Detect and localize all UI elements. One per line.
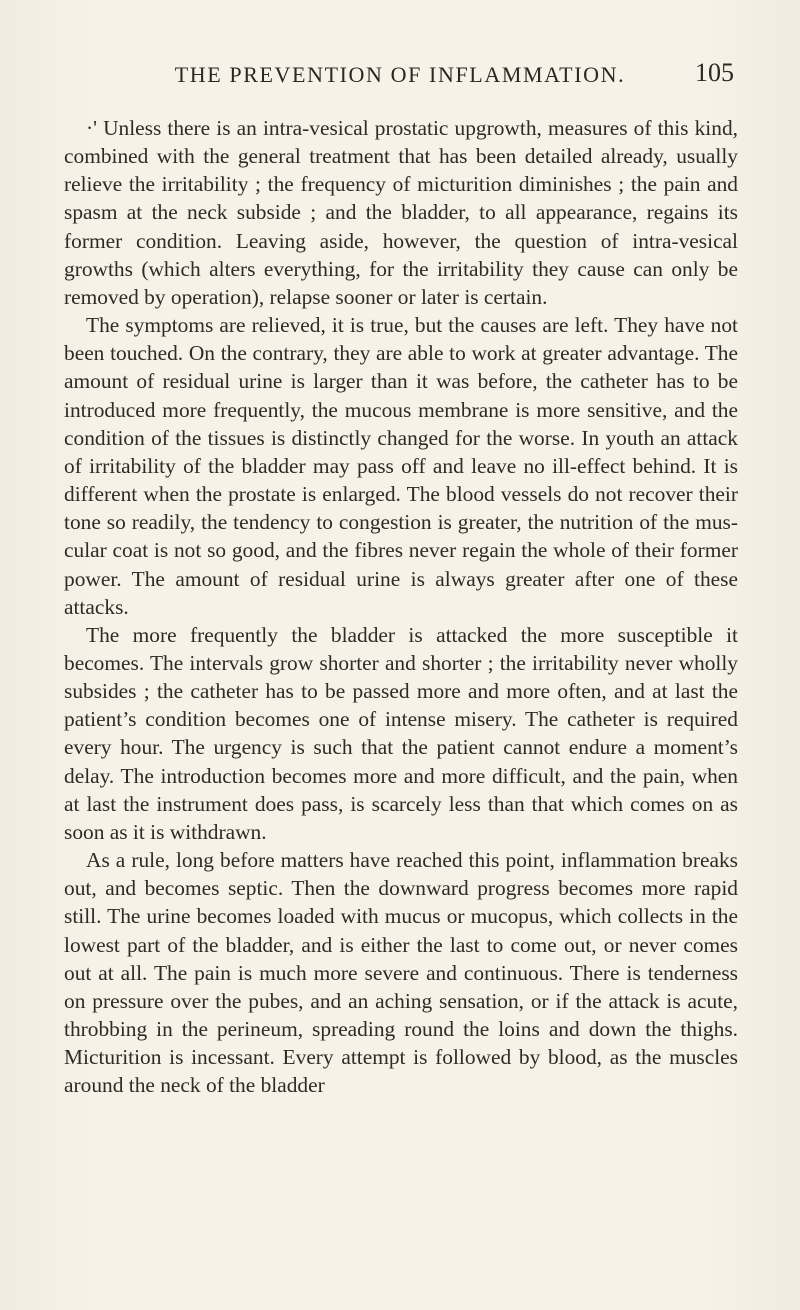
paragraph: The symptoms are relieved, it is true, but the causes are left. They have not been touched. On the contrary, they are able to work at greater advantage. The amount of residual urine is larger than it was before, the catheter has to be introduced more frequently, the mucous membrane is more sensitive, and the condition of the tissues is distinctly changed for the worse. In youth an attack of irritability of the bladder may pass off and leave no ill-effect behind. It is different when the prostate is enlarged. The blood vessels do not recover their tone so readily, the tendency to congestion is greater, the nutrition of the muscular coat is not so good, and the fibres never regain the whole of their former power. The amount of residual urine is always greater after one of these attacks. bbox=[64, 313, 738, 619]
body-text bbox=[64, 114, 738, 1099]
paragraph: The more frequently the bladder is attacked the more susceptible it becomes. The intervals grow shorter and shorter ; the irritability never wholly subsides ; the catheter has to be passed more and more often, and at last the patient’s condition becomes one of intense misery. The catheter is required every hour. The urgency is such that the patient cannot endure a moment’s delay. The introduction becomes more and more difficult, and the pain, when at last the instrument does pass, is scarcely less than that which comes on as soon as it is withdrawn. bbox=[64, 622, 738, 844]
paragraph: ·' Unless there is an intra-vesical prostatic upgrowth, measures of this kind, combined with the general treatment that has been detailed already, usually relieve the irritability ; the frequency of micturition diminishes ; the pain and spasm at the neck subside ; and the bladder, to all appearance, regains its former condition. Leaving aside, however, the question of intra-vesical growths (which alters everything, for the irritability they cause can only be removed by operation), relapse sooner or later is certain. bbox=[64, 116, 738, 309]
running-title: THE PREVENTION OF INFLAMMATION. bbox=[174, 62, 626, 87]
running-header bbox=[0, 58, 800, 98]
page-number: 105 bbox=[695, 58, 734, 87]
paragraph: As a rule, long before matters have reached this point, inflammation breaks out, and becomes septic. Then the downward progress becomes more rapid still. The urine becomes loaded with mucus or mucopus, which collects in the lowest part of the bladder, and is either the last to come out, or never comes out at all. The pain is much more severe and continuous. There is tenderness on pressure over the pubes, and an aching sensation, or if the attack is acute, throbbing in the perineum, spreading round the loins and down the thighs. Micturition is incessant. Every attempt is followed by blood, as the muscles around the neck of the bladder bbox=[64, 848, 738, 1098]
